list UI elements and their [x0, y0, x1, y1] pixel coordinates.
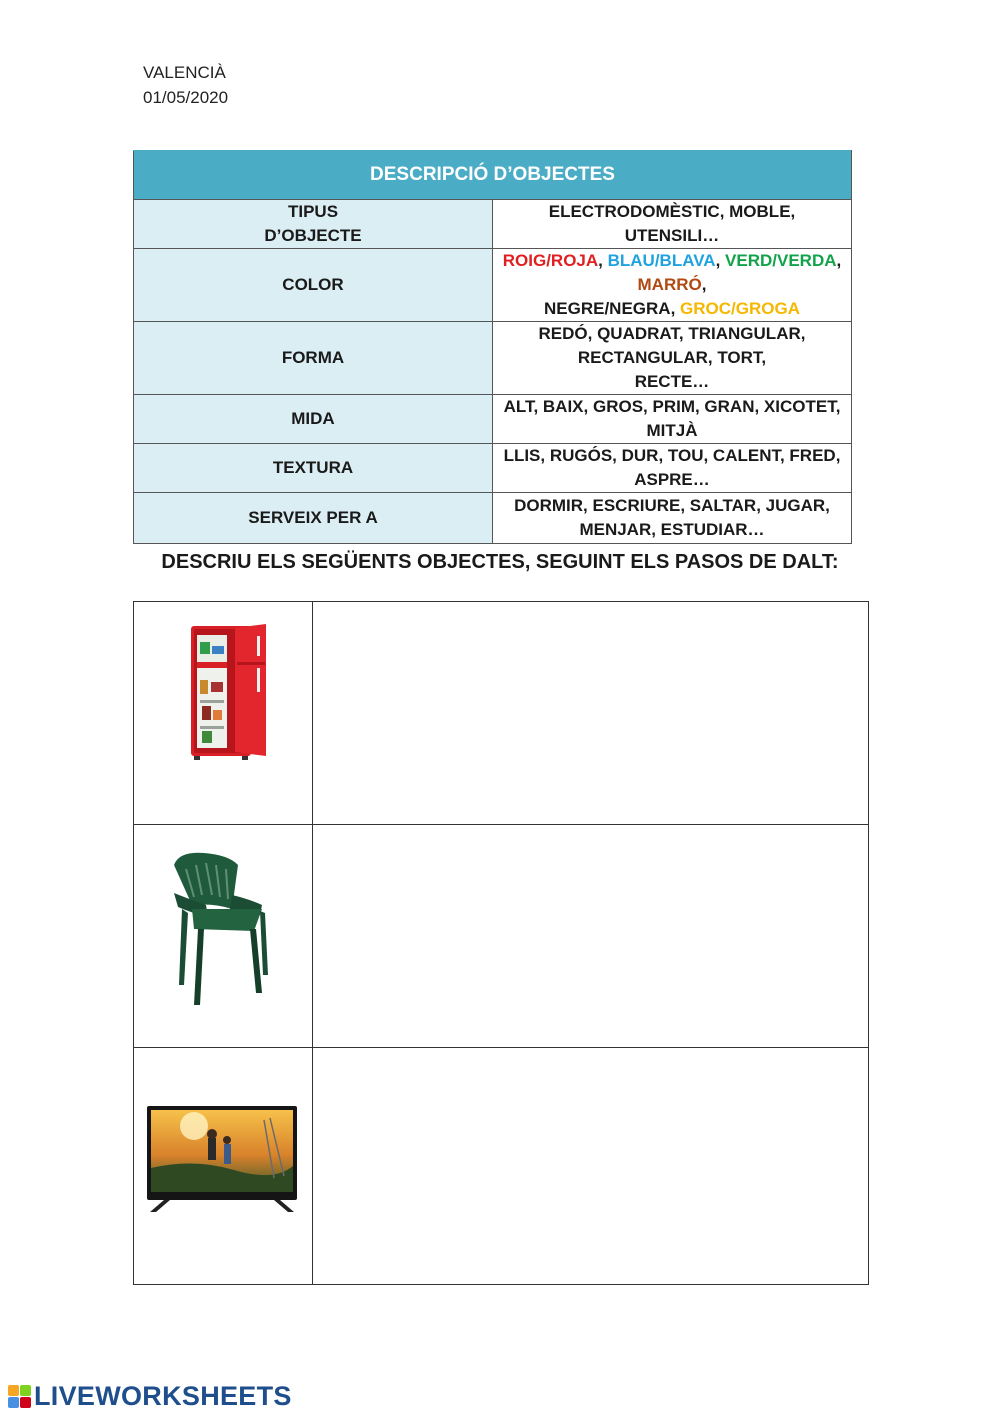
value-color [493, 249, 852, 322]
value-forma [493, 322, 852, 395]
value-textura: LLIS, RUGÓS, DUR, TOU, CALENT, FRED, ASPRE… [493, 444, 852, 493]
instruction-heading: DESCRIU ELS SEGÜENTS OBJECTES, SEGUINT ELS PASOS DE DALT: [161, 551, 839, 573]
tv-image [134, 1048, 312, 1279]
tv-cell [134, 1048, 313, 1285]
header-place: VALENCIÀ [143, 63, 226, 82]
color-blue: BLAU/BLAVA [607, 251, 716, 270]
color-brown: MARRÓ [637, 275, 702, 294]
row-color [134, 249, 852, 322]
page-header [143, 60, 228, 110]
color-red: ROIG/ROJA [502, 251, 599, 270]
sep: , [670, 299, 681, 318]
row-mida [134, 395, 852, 444]
fridge-cell [134, 602, 313, 825]
chair-answer-area[interactable] [313, 825, 869, 1048]
color-yellow: GROC/GROGA [680, 299, 800, 318]
sep: , [836, 251, 842, 270]
object-row-tv [134, 1048, 869, 1285]
value-tipus: ELECTRODOMÈSTIC, MOBLE, UTENSILI… [493, 200, 852, 249]
label-tipus-line2: D’OBJECTE [264, 226, 362, 245]
chair-cell [134, 825, 313, 1048]
sep: , [598, 251, 608, 270]
reference-table-title: DESCRIPCIÓ D’OBJECTES [134, 151, 852, 200]
label-serveix: SERVEIX PER A [134, 493, 493, 544]
label-textura: TEXTURA [134, 444, 493, 493]
label-tipus [134, 200, 493, 249]
sep: , [715, 251, 726, 270]
value-mida: ALT, BAIX, GROS, PRIM, GRAN, XICOTET, MITJÀ [493, 395, 852, 444]
brand-name: LIVEWORKSHEETS [34, 1380, 292, 1411]
object-row-fridge [134, 602, 869, 825]
liveworksheets-logo-icon [8, 1385, 31, 1408]
label-color: COLOR [134, 249, 493, 322]
value-forma-line1: REDÓ, QUADRAT, TRIANGULAR, RECTANGULAR, TORT, [538, 324, 806, 367]
color-green: VERD/VERDA [725, 251, 837, 270]
value-serveix: DORMIR, ESCRIURE, SALTAR, JUGAR, MENJAR, ESTUDIAR… [493, 493, 852, 544]
value-forma-line2: RECTE… [634, 372, 710, 391]
label-tipus-line1: TIPUS [287, 202, 339, 221]
object-row-chair [134, 825, 869, 1048]
reference-table [133, 150, 852, 544]
row-serveix [134, 493, 852, 544]
chair-image [134, 825, 312, 1042]
row-forma [134, 322, 852, 395]
sep: , [701, 275, 707, 294]
fridge-image [134, 602, 312, 819]
label-forma: FORMA [134, 322, 493, 395]
header-date: 01/05/2020 [143, 88, 229, 107]
description-table [133, 601, 869, 1285]
fridge-answer-area[interactable] [313, 602, 869, 825]
color-black: NEGRE/NEGRA [544, 299, 671, 318]
tv-answer-area[interactable] [313, 1048, 869, 1285]
row-textura [134, 444, 852, 493]
row-tipus [134, 200, 852, 249]
footer-brand[interactable] [8, 1381, 292, 1411]
label-mida: MIDA [134, 395, 493, 444]
